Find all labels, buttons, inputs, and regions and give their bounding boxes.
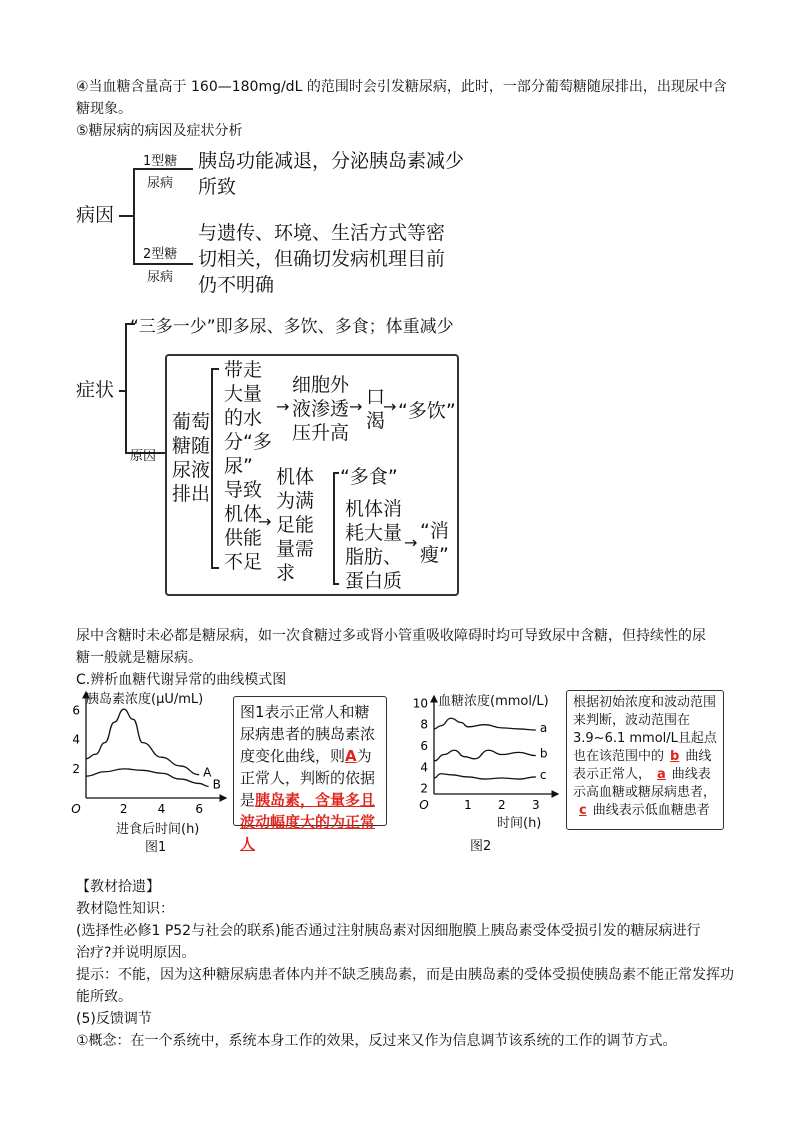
figure-2-ylabel: 血糖浓度(mmol/L)	[438, 694, 549, 709]
consume-node: 机体消耗大量脂肪、蛋白质	[345, 498, 403, 592]
feedback-definition: ①概念：在一个系统中，系统本身工作的效果，反过来又作为信息调节该系统的工作的调节方式。	[76, 1033, 677, 1049]
fig2-ytick: 2	[420, 781, 428, 796]
fig2-xtick: 3	[531, 798, 540, 812]
figure-1-note-box	[233, 696, 387, 853]
thirst-node: 口渴	[366, 386, 386, 432]
type2-label-a: 2型糖	[143, 247, 178, 262]
fig1-series-label: A	[203, 765, 212, 780]
type1-label-a: 1型糖	[143, 154, 178, 169]
fig2-ytick: 8	[420, 717, 428, 732]
symptom-label: 症状	[76, 379, 115, 401]
type1-desc-2: 所致	[198, 176, 237, 198]
figure-2-caption: 图2	[470, 839, 492, 854]
supplement-sub: 教材隐性知识：	[76, 901, 174, 917]
fig1-xtick: 6	[195, 802, 203, 816]
question-line-2: 治疗?并说明原因。	[76, 945, 196, 961]
fig2-xtick: 1	[464, 798, 472, 812]
note-line-2: 糖一般就是糖尿病。	[76, 650, 202, 666]
intro-line-3: ⑤糖尿病的病因及症状分析	[76, 123, 243, 139]
drink-node: “多饮”	[398, 400, 456, 422]
figure-2-xlabel: 时间(h)	[497, 816, 542, 831]
figure-2-note-text-4: 曲线表示低血糖患者	[592, 803, 710, 818]
figure-2-chart	[408, 690, 568, 825]
figure-2-note-box	[566, 690, 724, 830]
carry-water-node: 带走大量的水分“多尿”	[224, 359, 272, 477]
fig2-series-label: b	[539, 746, 548, 761]
fig1-ytick: 4	[72, 732, 80, 747]
type2-label-b: 尿病	[147, 270, 174, 285]
fig1-series-label: B	[212, 777, 221, 792]
fig1-ytick: 2	[72, 761, 80, 776]
type1-desc-1: 胰岛功能减退，分泌胰岛素减少	[198, 150, 465, 172]
figure-2-note-text-2: 曲线表示正常人，	[573, 749, 712, 782]
reason-label: 原因	[130, 449, 157, 464]
figure-1-answer-a: A	[345, 747, 357, 765]
fig1-xtick: 2	[119, 802, 128, 816]
figure-2-note-text-1: 根据初始浓度和波动范围来判断，波动范围在3.9~6.1 mmol/L且起点也在该范围中的	[573, 695, 717, 764]
section-c-title: C.辨析血糖代谢异常的曲线模式图	[76, 672, 287, 688]
figure-1-ylabel: 胰岛素浓度(μU/mL)	[86, 692, 204, 707]
note-line-1: 尿中含糖时未必都是糖尿病，如一次食糖过多或肾小管重吸收障碍时均可导致尿中含糖，但持续性的尿	[76, 628, 706, 644]
type2-desc-1: 与遗传、环境、生活方式等密	[198, 222, 446, 244]
glucose-node: 葡萄糖随尿液排出	[172, 411, 211, 505]
figure-2-answer-c: c	[579, 803, 587, 818]
fig1-series-A	[86, 709, 199, 775]
answer-line-2: 能所致。	[76, 989, 132, 1005]
fig2-series-label: c	[539, 767, 547, 782]
fig2-series-label: a	[539, 721, 548, 735]
fig1-xtick: 4	[157, 802, 166, 816]
supplement-heading: 【教材拾遗】	[76, 879, 160, 895]
fig2-xtick: 2	[498, 798, 506, 812]
cell-osmotic-node: 细胞外液渗透压升高	[292, 374, 350, 444]
type1-label-b: 尿病	[147, 176, 174, 191]
fig2-series-a	[434, 718, 536, 730]
question-line-1: (选择性必修1 P52与社会的联系)能否通过注射胰岛素对因细胞膜上胰岛素受体受损引发的糖尿病进行	[76, 923, 701, 939]
figure-2-note-text-3: 曲线表示高血糖或糖尿病患者，	[573, 767, 717, 800]
cause-label: 病因	[76, 204, 115, 226]
fig1-ytick: 6	[72, 703, 80, 718]
answer-line-1: 提示：不能，因为这种糖尿病患者体内并不缺乏胰岛素，而是由胰岛素的受体受损使胰岛素不能正常发挥功	[76, 967, 734, 983]
thin-node: “消瘦”	[420, 520, 449, 566]
fig2-series-c	[434, 774, 536, 779]
supply-node: 导致机体供能不足	[224, 479, 263, 573]
type2-desc-2: 切相关，但确切发病机理目前	[198, 248, 446, 270]
fig2-ytick: 10	[412, 696, 428, 711]
fig2-series-b	[434, 750, 536, 761]
figure-2-answer-a: a	[657, 767, 666, 782]
fig2-xtick: O	[419, 798, 429, 812]
type2-desc-3: 仍不明确	[198, 274, 275, 296]
figure-1-note-text-1: 图1表示正常人和糖尿病患者的胰岛素浓度变化曲线，则	[240, 703, 376, 765]
eat-node: “多食”	[340, 466, 398, 488]
symptom-summary: “三多一少”即多尿、多饮、多食；体重减少	[130, 317, 454, 337]
fig2-ytick: 4	[420, 760, 428, 775]
energy-need-node: 机体为满足能量需求	[276, 466, 315, 584]
figure-1-caption: 图1	[145, 840, 167, 855]
feedback-heading: (5)反馈调节	[76, 1011, 152, 1027]
figure-1-answer-basis: 胰岛素，含量多且波动幅度大的为正常人	[240, 791, 376, 853]
figure-2-answer-b: b	[670, 749, 680, 764]
figure-1-xlabel: 进食后时间(h)	[116, 822, 200, 837]
fig1-xtick: O	[71, 802, 81, 816]
fig2-ytick: 6	[420, 739, 428, 753]
figure-1-note-text-2: 为正常人，判断的依据是	[240, 747, 376, 809]
intro-line-2: 糖现象。	[76, 101, 132, 117]
intro-line-1: ④当血糖含量高于 160—180mg/dL 的范围时会引发糖尿病，此时，一部分葡萄糖随尿排出，出现尿中含	[76, 79, 727, 95]
